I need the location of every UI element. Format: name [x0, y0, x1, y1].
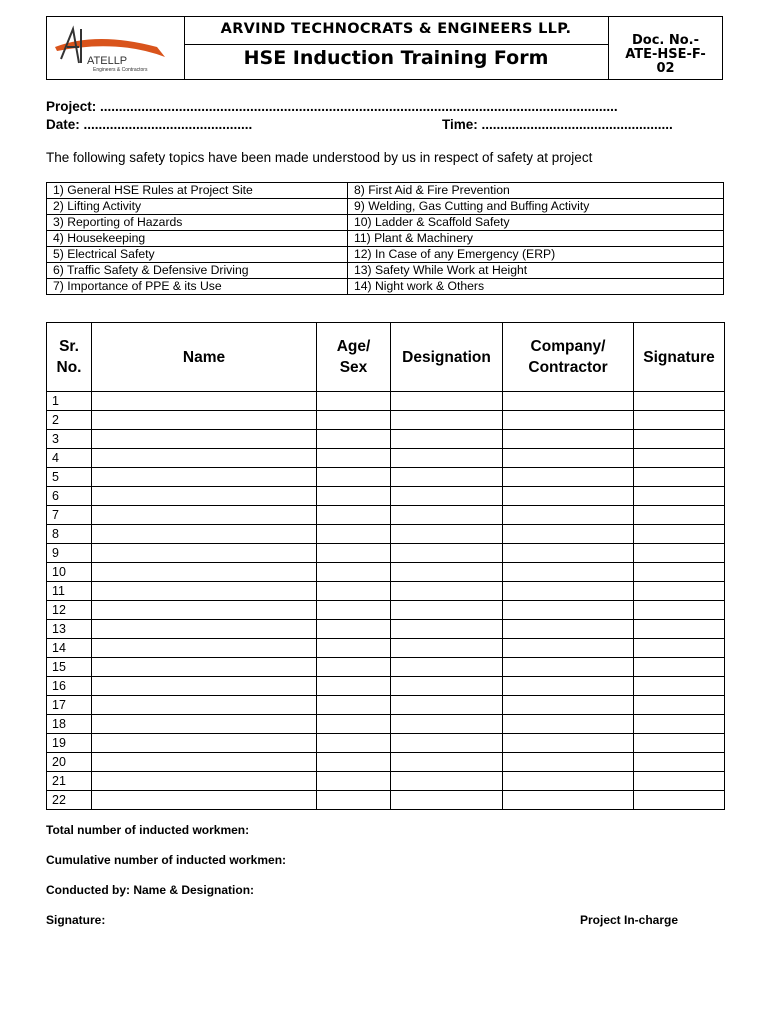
- company-contractor-cell[interactable]: [503, 392, 634, 411]
- signature-cell[interactable]: [634, 563, 725, 582]
- designation-cell[interactable]: [391, 658, 503, 677]
- company-contractor-cell[interactable]: [503, 639, 634, 658]
- name-cell[interactable]: [92, 601, 317, 620]
- induction-register-table: [46, 322, 725, 810]
- logo-tagline: Engineers & Contractors: [93, 67, 148, 73]
- signature-cell[interactable]: [634, 506, 725, 525]
- designation-cell[interactable]: [391, 544, 503, 563]
- age-sex-cell[interactable]: [317, 411, 391, 430]
- table-row: [47, 696, 725, 715]
- company-contractor-cell[interactable]: [503, 601, 634, 620]
- company-contractor-cell[interactable]: [503, 544, 634, 563]
- table-row: [47, 525, 725, 544]
- designation-cell[interactable]: [391, 563, 503, 582]
- column-header-line: Signature: [643, 348, 715, 366]
- doc-number-value-line2: 02: [656, 61, 675, 76]
- serial-number-cell: 1: [47, 392, 92, 411]
- topic-cell: 11) Plant & Machinery: [348, 231, 724, 247]
- designation-cell[interactable]: [391, 715, 503, 734]
- serial-number-cell: 6: [47, 487, 92, 506]
- signature-cell[interactable]: [634, 525, 725, 544]
- signature-cell[interactable]: [634, 468, 725, 487]
- age-sex-cell[interactable]: [317, 430, 391, 449]
- table-row: [47, 601, 725, 620]
- column-header-line: Company/: [530, 338, 606, 355]
- designation-cell[interactable]: [391, 411, 503, 430]
- column-header-sr-no: [47, 323, 92, 392]
- column-header-line: Sr.: [59, 338, 79, 355]
- company-contractor-cell[interactable]: [503, 620, 634, 639]
- age-sex-cell[interactable]: [317, 392, 391, 411]
- age-sex-cell[interactable]: [317, 677, 391, 696]
- serial-number-cell: 2: [47, 411, 92, 430]
- topic-row: [47, 183, 724, 199]
- age-sex-cell[interactable]: [317, 696, 391, 715]
- table-row: [47, 620, 725, 639]
- serial-number-cell: 5: [47, 468, 92, 487]
- topic-cell: 13) Safety While Work at Height: [348, 263, 724, 279]
- table-row: [47, 563, 725, 582]
- designation-cell[interactable]: [391, 753, 503, 772]
- company-contractor-cell[interactable]: [503, 582, 634, 601]
- serial-number-cell: 8: [47, 525, 92, 544]
- column-header-age-sex: [317, 323, 391, 392]
- table-row: [47, 582, 725, 601]
- serial-number-cell: 20: [47, 753, 92, 772]
- serial-number-cell: 16: [47, 677, 92, 696]
- age-sex-cell[interactable]: [317, 639, 391, 658]
- company-contractor-cell[interactable]: [503, 449, 634, 468]
- signature-cell[interactable]: [634, 430, 725, 449]
- serial-number-cell: 18: [47, 715, 92, 734]
- serial-number-cell: 3: [47, 430, 92, 449]
- company-contractor-cell[interactable]: [503, 563, 634, 582]
- signature-cell[interactable]: [634, 677, 725, 696]
- topic-cell: 6) Traffic Safety & Defensive Driving: [47, 263, 348, 279]
- table-row: [47, 392, 725, 411]
- signature-cell[interactable]: [634, 791, 725, 810]
- topic-cell: 4) Housekeeping: [47, 231, 348, 247]
- name-cell[interactable]: [92, 525, 317, 544]
- column-header-line: Name: [182, 348, 226, 366]
- topic-cell: 1) General HSE Rules at Project Site: [47, 183, 348, 199]
- company-contractor-cell[interactable]: [503, 715, 634, 734]
- table-row: [47, 449, 725, 468]
- company-contractor-cell[interactable]: [503, 430, 634, 449]
- signature-cell[interactable]: [634, 658, 725, 677]
- serial-number-cell: 4: [47, 449, 92, 468]
- signature-cell[interactable]: [634, 715, 725, 734]
- table-row: [47, 544, 725, 563]
- topic-row: [47, 247, 724, 263]
- designation-cell[interactable]: [391, 620, 503, 639]
- table-row: [47, 430, 725, 449]
- designation-cell[interactable]: [391, 430, 503, 449]
- designation-cell[interactable]: [391, 392, 503, 411]
- age-sex-cell[interactable]: [317, 658, 391, 677]
- form-title: HSE Induction Training Form: [184, 45, 609, 79]
- company-logo: [47, 17, 185, 79]
- safety-topics-table: [46, 182, 724, 295]
- name-cell[interactable]: [92, 392, 317, 411]
- serial-number-cell: 14: [47, 639, 92, 658]
- company-contractor-cell[interactable]: [503, 696, 634, 715]
- table-row: [47, 772, 725, 791]
- serial-number-cell: 21: [47, 772, 92, 791]
- column-header-line: Age/: [336, 338, 371, 355]
- company-contractor-cell[interactable]: [503, 525, 634, 544]
- designation-cell[interactable]: [391, 639, 503, 658]
- name-cell[interactable]: [92, 715, 317, 734]
- logo-mark-icon: [47, 17, 184, 79]
- company-contractor-cell[interactable]: [503, 772, 634, 791]
- signature-cell[interactable]: [634, 772, 725, 791]
- project-field[interactable]: Project: ..........................................................................................................................................: [46, 99, 618, 114]
- conducted-by-label: Conducted by: Name & Designation:: [46, 883, 255, 897]
- name-cell[interactable]: [92, 620, 317, 639]
- total-inducted-label: Total number of inducted workmen:: [46, 823, 250, 837]
- company-contractor-cell[interactable]: [503, 753, 634, 772]
- serial-number-cell: 15: [47, 658, 92, 677]
- designation-cell[interactable]: [391, 525, 503, 544]
- name-cell[interactable]: [92, 487, 317, 506]
- column-header-company-contractor: [503, 323, 634, 392]
- topic-row: [47, 231, 724, 247]
- name-cell[interactable]: [92, 658, 317, 677]
- designation-cell[interactable]: [391, 734, 503, 753]
- column-header-designation: [391, 323, 503, 392]
- column-header-line: Designation: [402, 348, 491, 366]
- age-sex-cell[interactable]: [317, 715, 391, 734]
- name-cell[interactable]: [92, 639, 317, 658]
- table-row: [47, 734, 725, 753]
- column-header-name: [92, 323, 317, 392]
- logo-text: ATELLP: [87, 55, 128, 67]
- age-sex-cell[interactable]: [317, 525, 391, 544]
- signature-cell[interactable]: [634, 487, 725, 506]
- name-cell[interactable]: [92, 677, 317, 696]
- designation-cell[interactable]: [391, 791, 503, 810]
- designation-cell[interactable]: [391, 696, 503, 715]
- table-row: [47, 411, 725, 430]
- company-contractor-cell[interactable]: [503, 658, 634, 677]
- topic-row: [47, 199, 724, 215]
- serial-number-cell: 7: [47, 506, 92, 525]
- age-sex-cell[interactable]: [317, 544, 391, 563]
- designation-cell[interactable]: [391, 506, 503, 525]
- company-contractor-cell[interactable]: [503, 468, 634, 487]
- column-header-line: Contractor: [528, 359, 608, 376]
- age-sex-cell[interactable]: [317, 468, 391, 487]
- designation-cell[interactable]: [391, 468, 503, 487]
- designation-cell[interactable]: [391, 487, 503, 506]
- age-sex-cell[interactable]: [317, 772, 391, 791]
- company-contractor-cell[interactable]: [503, 506, 634, 525]
- signature-cell[interactable]: [634, 544, 725, 563]
- name-cell[interactable]: [92, 430, 317, 449]
- topic-cell: 10) Ladder & Scaffold Safety: [348, 215, 724, 231]
- name-cell[interactable]: [92, 582, 317, 601]
- age-sex-cell[interactable]: [317, 734, 391, 753]
- designation-cell[interactable]: [391, 449, 503, 468]
- age-sex-cell[interactable]: [317, 563, 391, 582]
- designation-cell[interactable]: [391, 601, 503, 620]
- name-cell[interactable]: [92, 563, 317, 582]
- age-sex-cell[interactable]: [317, 506, 391, 525]
- name-cell[interactable]: [92, 544, 317, 563]
- signature-cell[interactable]: [634, 696, 725, 715]
- age-sex-cell[interactable]: [317, 753, 391, 772]
- time-field[interactable]: Time: ...................................................: [442, 117, 673, 132]
- serial-number-cell: 19: [47, 734, 92, 753]
- table-row: [47, 715, 725, 734]
- company-name: ARVIND TECHNOCRATS & ENGINEERS LLP.: [184, 17, 609, 45]
- topic-cell: 14) Night work & Others: [348, 279, 724, 295]
- signature-label: Signature:: [46, 913, 106, 927]
- serial-number-cell: 10: [47, 563, 92, 582]
- column-header-line: Sex: [339, 359, 368, 376]
- age-sex-cell[interactable]: [317, 582, 391, 601]
- signature-cell[interactable]: [634, 620, 725, 639]
- name-cell[interactable]: [92, 449, 317, 468]
- serial-number-cell: 11: [47, 582, 92, 601]
- age-sex-cell[interactable]: [317, 449, 391, 468]
- signature-cell[interactable]: [634, 411, 725, 430]
- topic-cell: 7) Importance of PPE & its Use: [47, 279, 348, 295]
- serial-number-cell: 9: [47, 544, 92, 563]
- doc-number-label: Doc. No.-: [631, 33, 700, 48]
- name-cell[interactable]: [92, 696, 317, 715]
- intro-text: The following safety topics have been made understood by us in respect of safety at project: [46, 150, 593, 165]
- signature-cell[interactable]: [634, 449, 725, 468]
- name-cell[interactable]: [92, 753, 317, 772]
- table-row: [47, 658, 725, 677]
- serial-number-cell: 22: [47, 791, 92, 810]
- age-sex-cell[interactable]: [317, 620, 391, 639]
- table-row: [47, 753, 725, 772]
- topic-row: [47, 279, 724, 295]
- topic-row: [47, 215, 724, 231]
- company-contractor-cell[interactable]: [503, 677, 634, 696]
- project-incharge-label: Project In-charge: [580, 913, 679, 927]
- topic-row: [47, 263, 724, 279]
- name-cell[interactable]: [92, 506, 317, 525]
- name-cell[interactable]: [92, 791, 317, 810]
- designation-cell[interactable]: [391, 582, 503, 601]
- company-contractor-cell[interactable]: [503, 411, 634, 430]
- name-cell[interactable]: [92, 411, 317, 430]
- table-row: [47, 791, 725, 810]
- topic-cell: 2) Lifting Activity: [47, 199, 348, 215]
- company-contractor-cell[interactable]: [503, 734, 634, 753]
- table-row: [47, 639, 725, 658]
- topic-cell: 12) In Case of any Emergency (ERP): [348, 247, 724, 263]
- signature-cell[interactable]: [634, 639, 725, 658]
- name-cell[interactable]: [92, 734, 317, 753]
- signature-cell[interactable]: [634, 582, 725, 601]
- table-row: [47, 506, 725, 525]
- serial-number-cell: 17: [47, 696, 92, 715]
- age-sex-cell[interactable]: [317, 487, 391, 506]
- serial-number-cell: 13: [47, 620, 92, 639]
- date-field[interactable]: Date: .............................................: [46, 117, 253, 132]
- table-row: [47, 677, 725, 696]
- topic-cell: 3) Reporting of Hazards: [47, 215, 348, 231]
- age-sex-cell[interactable]: [317, 601, 391, 620]
- topic-cell: 8) First Aid & Fire Prevention: [348, 183, 724, 199]
- doc-number: [609, 17, 722, 79]
- table-row: [47, 487, 725, 506]
- topic-cell: 5) Electrical Safety: [47, 247, 348, 263]
- signature-cell[interactable]: [634, 392, 725, 411]
- cumulative-inducted-label: Cumulative number of inducted workmen:: [46, 853, 287, 867]
- signature-cell[interactable]: [634, 734, 725, 753]
- company-contractor-cell[interactable]: [503, 487, 634, 506]
- signature-cell[interactable]: [634, 753, 725, 772]
- table-row: [47, 468, 725, 487]
- doc-number-value-line1: ATE-HSE-F-: [625, 47, 706, 62]
- name-cell[interactable]: [92, 772, 317, 791]
- company-contractor-cell[interactable]: [503, 791, 634, 810]
- topic-cell: 9) Welding, Gas Cutting and Buffing Activity: [348, 199, 724, 215]
- column-header-line: No.: [56, 359, 82, 376]
- signature-cell[interactable]: [634, 601, 725, 620]
- serial-number-cell: 12: [47, 601, 92, 620]
- designation-cell[interactable]: [391, 772, 503, 791]
- column-header-signature: [634, 323, 725, 392]
- form-header: [46, 16, 723, 80]
- age-sex-cell[interactable]: [317, 791, 391, 810]
- designation-cell[interactable]: [391, 677, 503, 696]
- name-cell[interactable]: [92, 468, 317, 487]
